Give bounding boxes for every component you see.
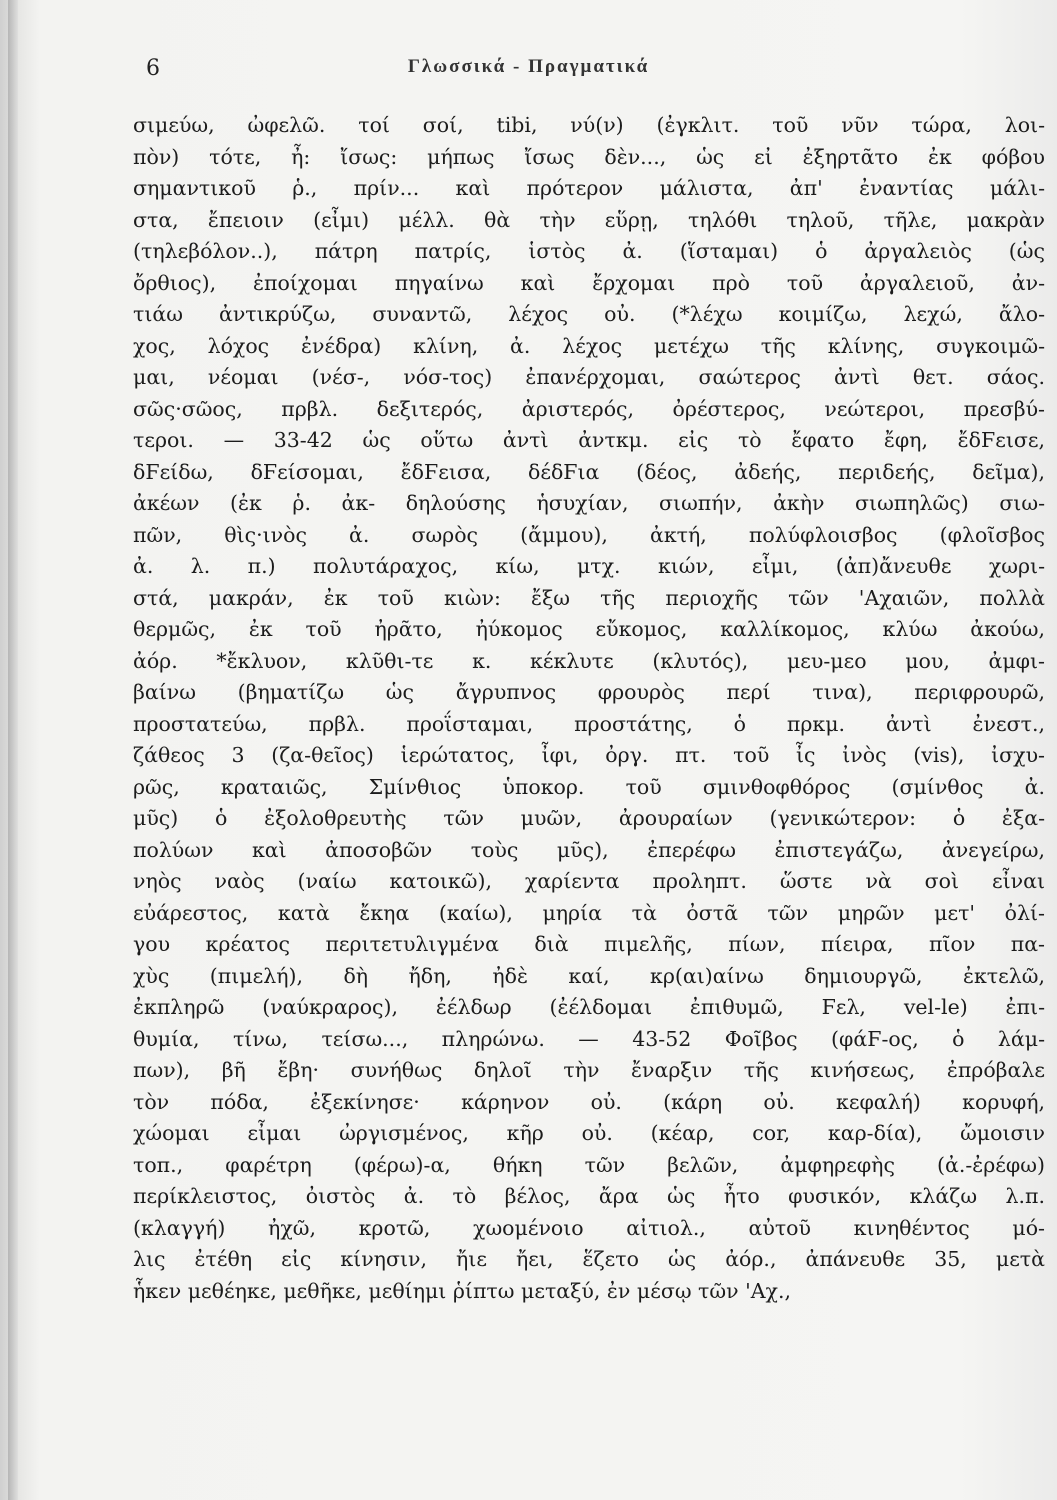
text-line: πων), βῆ ἔβη· συνήθως δηλοῖ τὴν ἔναρξιν τῆς κινήσεως, ἐπρόβαλε [133,1058,1045,1082]
text-line: γου κρέατος περιτετυλιγμένα διὰ πιμελῆς, πίων, πίειρα, πῖον πα- [133,932,1045,956]
text-line: ἧκεν μεθέηκε, μεθῆκε, μεθίημι ῥίπτω μεταξύ, ἐν μέσῳ τῶν 'Αχ., [133,1278,791,1303]
text-line: τιάω ἀντικρύζω, συναντῶ, λέχος οὐ. (*λέχω κοιμίζω, λεχώ, ἄλο- [133,302,1045,326]
text-line: πῶν, θὶς·ινὸς ἀ. σωρὸς (ἄμμου), ἀκτή, πολύφλοισβος (φλοῖσβος [133,522,1045,547]
body-text [133,110,1045,1307]
text-line: ὄρθιος), ἐποίχομαι πηγαίνω καὶ ἔρχομαι πρὸ τοῦ ἀργαλειοῦ, ἀν- [133,270,1045,295]
text-line: τεροι. — 33-42 ὡς οὕτω ἀντὶ ἀντκμ. εἰς τὸ ἔφατο ἔφη, ἔδϜεισε, [133,428,1045,452]
text-line: ρῶς, κραταιῶς, Σμίνθιος ὑποκορ. τοῦ σμινθοφθόρος (σμίνθος ἀ. [133,774,1045,799]
text-line: θυμία, τίνω, τείσω..., πληρώνω. — 43-52 Φοῖβος (φάϜ-ος, ὁ λάμ- [133,1026,1045,1051]
text-line: προστατεύω, πρβλ. προΐσταμαι, προστάτης, ὁ πρκμ. ἀντὶ ἐνεστ., [133,711,1045,736]
page-number: 6 [146,56,160,81]
text-line: νηὸς ναὸς (ναίω κατοικῶ), χαρίεντα προληπτ. ὥστε νὰ σοὶ εἶναι [133,869,1045,893]
text-line: ἐκπληρῶ (ναύκραρος), ἐέλδωρ (ἐέλδομαι ἐπιθυμῶ, Ϝελ, vel-le) ἐπι- [133,995,1045,1019]
text-line: ἀκέων (ἐκ ῥ. ἀκ- δηλούσης ἡσυχίαν, σιωπήν, ἀκὴν σιωπηλῶς) σιω- [133,491,1045,515]
text-line: στά, μακράν, ἐκ τοῦ κιὼν: ἔξω τῆς περιοχῆς τῶν 'Αχαιῶν, πολλὰ [133,585,1045,610]
text-line: σῶς·σῶος, πρβλ. δεξιτερός, ἀριστερός, ὀρέστερος, νεώτεροι, πρεσβύ- [133,396,1045,421]
text-line: σημαντικοῦ ῥ., πρίν... καὶ πρότερον μάλιστα, ἀπ' ἐναντίας μάλι- [133,176,1045,200]
text-line: ζάθεος 3 (ζα-θεῖος) ἱερώτατος, ἶφι, ὀργ. πτ. τοῦ ἶς ἰνὸς (vis), ἰσχυ- [133,743,1045,767]
text-line: στα, ἔπειοιν (εἶμι) μέλλ. θὰ τὴν εὕρῃ, τηλόθι τηλοῦ, τῆλε, μακρὰν [133,207,1045,232]
text-line: χὺς (πιμελή), δὴ ἤδη, ἠδὲ καί, κρ(αι)αίνω δημιουργῶ, ἐκτελῶ, [133,963,1045,988]
text-line: μῦς) ὁ ἐξολοθρευτὴς τῶν μυῶν, ἀρουραίων (γενικώτερον: ὁ ἐξα- [133,806,1045,830]
text-line: ἀ. λ. π.) πολυτάραχος, κίω, μτχ. κιών, εἶμι, (ἀπ)ἄνευθε χωρι- [133,554,1045,578]
text-line: (κλαγγή) ἠχῶ, κροτῶ, χωομένοιο αἰτιολ., αὐτοῦ κινηθέντος μό- [133,1215,1045,1240]
text-line: χώομαι εἶμαι ὠργισμένος, κῆρ οὐ. (κέαρ, cor, καρ-δία), ὤμοισιν [133,1121,1045,1145]
text-line: πὸν) τότε, ἦ: ἴσως: μήπως ἴσως δὲν..., ὡς εἰ ἐξηρτᾶτο ἐκ φόβου [133,144,1045,169]
text-line: λις ἐτέθη εἰς κίνησιν, ἤιε ἤει, ἕζετο ὡς ἀόρ., ἀπάνευθε 35, μετὰ [133,1247,1045,1271]
text-line: ἀόρ. *ἔκλυον, κλῦθι-τε κ. κέκλυτε (κλυτός), μευ-μεο μου, ἀμφι- [133,648,1045,673]
page-header [0,52,1057,82]
text-line: σιμεύω, ὠφελῶ. τοί σοί, tibi, νύ(ν) (ἐγκλιτ. τοῦ νῦν τώρα, λοι- [133,113,1045,137]
text-line: βαίνω (βηματίζω ὡς ἄγρυπνος φρουρὸς περί τινα), περιφρουρῶ, [133,680,1045,704]
text-line: δϜείδω, δϜείσομαι, ἔδϜεισα, δέδϜια (δέος, ἀδεής, περιδεής, δεῖμα), [133,459,1045,484]
text-line: εὐάρεστος, κατὰ ἔκηα (καίω), μηρία τὰ ὀστᾶ τῶν μηρῶν μετ' ὀλί- [133,900,1045,925]
running-title: Γλωσσικά - Πραγματικά [407,56,650,77]
text-line: περίκλειστος, ὀιστὸς ἀ. τὸ βέλος, ἄρα ὡς ἦτο φυσικόν, κλάζω λ.π. [133,1184,1045,1208]
text-line: τὸν πόδα, ἐξεκίνησε· κάρηνον οὐ. (κάρη οὐ. κεφαλή) κορυφή, [133,1089,1045,1114]
page-binding-edge [8,0,18,1500]
text-line: τοπ., φαρέτρη (φέρω)-α, θήκη τῶν βελῶν, ἀμφηρεφὴς (ἀ.-ἐρέφω) [133,1152,1045,1177]
text-line: χος, λόχος ἐνέδρα) κλίνη, ἀ. λέχος μετέχω τῆς κλίνης, συγκοιμῶ- [133,333,1045,358]
text-line: θερμῶς, ἐκ τοῦ ἠρᾶτο, ἠύκομος εὔκομος, καλλίκομος, κλύω ἀκούω, [133,617,1045,641]
text-line: πολύων καὶ ἀποσοβῶν τοὺς μῦς), ἐπερέφω ἐπιστεγάζω, ἀνεγείρω, [133,837,1045,862]
text-line: (τηλεβόλον..), πάτρη πατρίς, ἱστὸς ἀ. (ἵσταμαι) ὁ ἀργαλειὸς (ὡς [133,239,1045,263]
text-line: μαι, νέομαι (νέσ-, νόσ-τος) ἐπανέρχομαι, σαώτερος ἀντὶ θετ. σάος. [133,365,1045,389]
